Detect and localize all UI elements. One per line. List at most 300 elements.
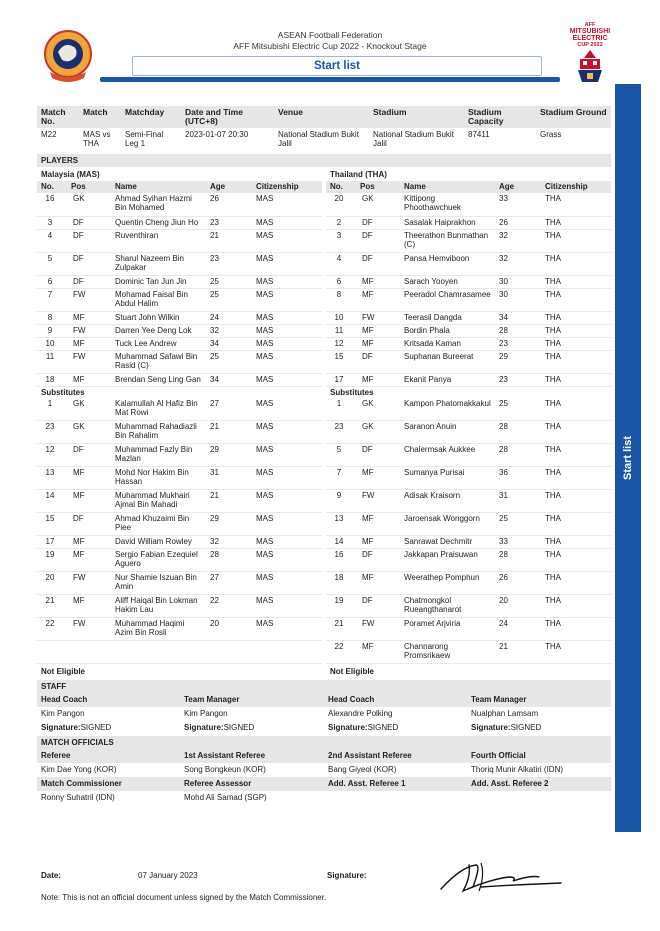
player-row bbox=[37, 350, 322, 373]
column-header: Pos bbox=[356, 181, 400, 193]
player-citizenship: THA bbox=[541, 398, 611, 421]
official-role-label: Match Commissioner bbox=[37, 777, 180, 791]
player-age: 20 bbox=[206, 618, 252, 641]
official-name bbox=[467, 791, 611, 805]
player-number: 19 bbox=[37, 549, 67, 572]
player-position: MF bbox=[356, 572, 400, 595]
team-name: Thailand (THA) bbox=[330, 170, 387, 179]
player-position: MF bbox=[356, 324, 400, 337]
player-position: DF bbox=[356, 444, 400, 467]
player-name: Sasalak Haiprakhon bbox=[400, 216, 495, 229]
player-name: Darren Yee Deng Lok bbox=[111, 324, 206, 337]
player-position: FW bbox=[67, 618, 111, 641]
player-row bbox=[37, 337, 322, 350]
official-name: Song Bongkeun (KOR) bbox=[184, 765, 266, 774]
player-name: Saranon Anuin bbox=[400, 421, 495, 444]
subs-table bbox=[326, 398, 611, 665]
player-number: 17 bbox=[326, 373, 356, 386]
player-name: David William Rowley bbox=[111, 536, 206, 549]
player-citizenship: THA bbox=[541, 288, 611, 311]
player-citizenship bbox=[252, 641, 322, 664]
player-row bbox=[326, 337, 611, 350]
player-number: 22 bbox=[37, 618, 67, 641]
player-number: 8 bbox=[326, 288, 356, 311]
signature-value: SIGNED bbox=[223, 723, 255, 732]
player-position: MF bbox=[67, 337, 111, 350]
player-name: Adisak Kraisorn bbox=[400, 490, 495, 513]
player-age: 28 bbox=[495, 444, 541, 467]
player-citizenship: MAS bbox=[252, 421, 322, 444]
player-number: 8 bbox=[37, 311, 67, 324]
player-age: 28 bbox=[495, 549, 541, 572]
player-position: FW bbox=[356, 618, 400, 641]
player-age: 21 bbox=[495, 641, 541, 664]
not-eligible-label: Not Eligible bbox=[330, 667, 374, 676]
player-row bbox=[326, 572, 611, 595]
player-row bbox=[326, 536, 611, 549]
player-row bbox=[326, 467, 611, 490]
player-position: DF bbox=[356, 216, 400, 229]
player-name: Sanrawat Dechmitr bbox=[400, 536, 495, 549]
player-age: 28 bbox=[495, 421, 541, 444]
column-header: No. bbox=[326, 181, 356, 193]
column-header: Citizenship bbox=[541, 181, 611, 193]
logo-line-2: MITSUBISHI bbox=[569, 28, 611, 35]
staff-section-bar: STAFF bbox=[37, 680, 611, 693]
player-name: Jakkapan Praisuwan bbox=[400, 549, 495, 572]
player-position: FW bbox=[67, 572, 111, 595]
player-row bbox=[37, 252, 322, 275]
signature-value: SIGNED bbox=[367, 723, 399, 732]
player-number: 22 bbox=[326, 641, 356, 664]
player-name: Theerathon Bunmathan (C) bbox=[400, 229, 495, 252]
player-age: 25 bbox=[495, 398, 541, 421]
player-number: 16 bbox=[326, 549, 356, 572]
official-role-label: Add. Asst. Referee 2 bbox=[467, 777, 611, 791]
player-name: Mohd Nor Hakim Bin Hassan bbox=[111, 467, 206, 490]
player-number: 6 bbox=[326, 275, 356, 288]
official-name bbox=[324, 791, 467, 805]
player-row bbox=[37, 595, 322, 618]
staff-signature bbox=[180, 721, 324, 735]
player-citizenship: THA bbox=[541, 275, 611, 288]
player-citizenship: MAS bbox=[252, 288, 322, 311]
match-info-value: Semi-Final Leg 1 bbox=[125, 130, 164, 148]
player-row bbox=[37, 467, 322, 490]
player-position: DF bbox=[67, 216, 111, 229]
official-role-label: Referee bbox=[37, 749, 180, 763]
staff-role-label: Team Manager bbox=[467, 693, 611, 707]
player-position: MF bbox=[67, 311, 111, 324]
player-name: Kalamullah Al Hafiz Bin Mat Rowi bbox=[111, 398, 206, 421]
date-label: Date: bbox=[41, 871, 62, 880]
substitutes-label: Substitutes bbox=[330, 387, 374, 397]
player-position: MF bbox=[356, 337, 400, 350]
match-info-value: Grass bbox=[540, 130, 562, 139]
match-info-value: MAS vs THA bbox=[83, 130, 111, 148]
signature-label: Signature: bbox=[328, 723, 368, 732]
player-number: 20 bbox=[37, 572, 67, 595]
player-age: 29 bbox=[206, 513, 252, 536]
column-header: No. bbox=[37, 181, 67, 193]
player-age: 29 bbox=[495, 350, 541, 373]
header-rule bbox=[100, 77, 560, 82]
player-age: 34 bbox=[206, 337, 252, 350]
player-citizenship: THA bbox=[541, 572, 611, 595]
player-citizenship: MAS bbox=[252, 398, 322, 421]
player-row bbox=[37, 421, 322, 444]
player-row bbox=[37, 444, 322, 467]
column-header: Age bbox=[495, 181, 541, 193]
player-position bbox=[67, 641, 111, 664]
player-position: MF bbox=[356, 513, 400, 536]
column-header: Name bbox=[400, 181, 495, 193]
player-citizenship: MAS bbox=[252, 216, 322, 229]
player-number: 5 bbox=[326, 444, 356, 467]
player-number: 11 bbox=[37, 350, 67, 373]
player-row bbox=[37, 572, 322, 595]
player-number: 15 bbox=[326, 350, 356, 373]
player-name: Sumanya Purisai bbox=[400, 467, 495, 490]
player-age: 30 bbox=[495, 288, 541, 311]
player-name: Muhammad Safawi Bin Rasid (C) bbox=[111, 350, 206, 373]
player-row bbox=[326, 398, 611, 421]
player-row bbox=[37, 549, 322, 572]
player-number: 16 bbox=[37, 193, 67, 216]
player-position: MF bbox=[356, 536, 400, 549]
player-age: 31 bbox=[495, 490, 541, 513]
player-number: 10 bbox=[326, 311, 356, 324]
player-age: 30 bbox=[495, 275, 541, 288]
player-citizenship: MAS bbox=[252, 618, 322, 641]
staff-role-label: Head Coach bbox=[37, 693, 180, 707]
player-row bbox=[37, 275, 322, 288]
cup-emblem-icon bbox=[570, 48, 610, 84]
subs-table bbox=[37, 398, 322, 665]
page-title: Start list bbox=[132, 56, 542, 76]
official-role-label: 1st Assistant Referee bbox=[180, 749, 324, 763]
player-position: DF bbox=[67, 252, 111, 275]
official-role-label: Add. Asst. Referee 1 bbox=[324, 777, 467, 791]
player-number: 13 bbox=[37, 467, 67, 490]
player-row bbox=[326, 490, 611, 513]
not-eligible-label: Not Eligible bbox=[41, 667, 85, 676]
official-role-label: Referee Assessor bbox=[180, 777, 324, 791]
player-age: 21 bbox=[206, 229, 252, 252]
player-number: 3 bbox=[326, 229, 356, 252]
player-position: MF bbox=[67, 549, 111, 572]
player-row bbox=[37, 513, 322, 536]
player-citizenship: MAS bbox=[252, 350, 322, 373]
player-name: Aliff Haiqal Bin Lokman Hakim Lau bbox=[111, 595, 206, 618]
officials-section-bar: MATCH OFFICIALS bbox=[37, 736, 611, 749]
staff-signature bbox=[37, 721, 180, 735]
player-citizenship: MAS bbox=[252, 324, 322, 337]
disclaimer-note: Note: This is not an official document unless signed by the Match Commissioner. bbox=[41, 893, 327, 902]
logo-line-3: ELECTRIC bbox=[572, 35, 608, 42]
player-name: Muhammad Haqimi Azim Bin Rosli bbox=[111, 618, 206, 641]
player-citizenship: MAS bbox=[252, 536, 322, 549]
official-name: Bang Giyeol (KOR) bbox=[328, 765, 397, 774]
player-age: 29 bbox=[206, 444, 252, 467]
player-position: DF bbox=[67, 513, 111, 536]
player-citizenship: THA bbox=[541, 324, 611, 337]
player-row bbox=[37, 311, 322, 324]
match-info-header: Stadium Capacity bbox=[464, 106, 536, 128]
player-citizenship: MAS bbox=[252, 229, 322, 252]
player-citizenship: THA bbox=[541, 229, 611, 252]
player-position: MF bbox=[356, 641, 400, 664]
signature-label: Signature: bbox=[471, 723, 511, 732]
player-position: GK bbox=[67, 421, 111, 444]
player-row bbox=[37, 216, 322, 229]
player-citizenship: THA bbox=[541, 536, 611, 549]
player-citizenship: THA bbox=[541, 549, 611, 572]
player-number: 19 bbox=[326, 595, 356, 618]
player-name: Ekanit Panya bbox=[400, 373, 495, 386]
staff-name: Kim Pangon bbox=[41, 709, 85, 718]
player-number: 18 bbox=[326, 572, 356, 595]
player-age bbox=[206, 641, 252, 664]
staff-role-label: Head Coach bbox=[324, 693, 467, 707]
player-age: 22 bbox=[206, 595, 252, 618]
player-citizenship: MAS bbox=[252, 549, 322, 572]
signature-label: Signature: bbox=[327, 871, 367, 880]
player-name: Chatmongkol Rueangthanarot bbox=[400, 595, 495, 618]
player-row bbox=[326, 421, 611, 444]
player-position: GK bbox=[356, 193, 400, 216]
player-age: 32 bbox=[206, 536, 252, 549]
player-row bbox=[37, 373, 322, 386]
side-bar-label: Start list bbox=[622, 435, 634, 481]
player-age: 34 bbox=[206, 373, 252, 386]
match-info-value: 87411 bbox=[468, 130, 490, 139]
player-number: 17 bbox=[37, 536, 67, 549]
player-name: Tuck Lee Andrew bbox=[111, 337, 206, 350]
player-age: 24 bbox=[206, 311, 252, 324]
player-row bbox=[37, 324, 322, 337]
player-row bbox=[37, 490, 322, 513]
match-info-table bbox=[37, 106, 611, 152]
staff-name: Kim Pangon bbox=[184, 709, 228, 718]
match-info-header: Date and Time (UTC+8) bbox=[181, 106, 274, 128]
signature-value: SIGNED bbox=[510, 723, 542, 732]
player-age: 23 bbox=[206, 216, 252, 229]
match-info-value: M22 bbox=[41, 130, 57, 139]
player-age: 26 bbox=[495, 572, 541, 595]
player-number: 23 bbox=[37, 421, 67, 444]
player-name: Quentin Cheng Jiun Ho bbox=[111, 216, 206, 229]
player-citizenship: THA bbox=[541, 311, 611, 324]
player-position: DF bbox=[356, 549, 400, 572]
player-citizenship: THA bbox=[541, 618, 611, 641]
official-name: Thoriq Munir Alkatiri (IDN) bbox=[471, 765, 564, 774]
player-citizenship: MAS bbox=[252, 490, 322, 513]
player-number: 11 bbox=[326, 324, 356, 337]
signature-label: Signature: bbox=[41, 723, 81, 732]
player-citizenship: THA bbox=[541, 337, 611, 350]
player-row bbox=[326, 193, 611, 216]
player-age: 32 bbox=[495, 229, 541, 252]
player-name: Pansa Hemviboon bbox=[400, 252, 495, 275]
player-name: Kampon Phatomakkakul bbox=[400, 398, 495, 421]
player-number: 13 bbox=[326, 513, 356, 536]
player-name: Ruventhiran bbox=[111, 229, 206, 252]
player-age: 27 bbox=[206, 398, 252, 421]
team-thailand bbox=[326, 169, 611, 678]
player-age: 28 bbox=[495, 324, 541, 337]
officials-grid bbox=[37, 749, 611, 805]
staff-name: Alexandre Polking bbox=[328, 709, 393, 718]
player-position: DF bbox=[356, 595, 400, 618]
player-number: 3 bbox=[37, 216, 67, 229]
column-header: Pos bbox=[67, 181, 111, 193]
player-position: DF bbox=[356, 252, 400, 275]
player-age: 33 bbox=[495, 536, 541, 549]
player-number: 14 bbox=[326, 536, 356, 549]
staff-name: Nualphan Lamsam bbox=[471, 709, 539, 718]
player-number: 15 bbox=[37, 513, 67, 536]
official-role-label: Fourth Official bbox=[467, 749, 611, 763]
player-position: DF bbox=[67, 229, 111, 252]
player-position: FW bbox=[67, 350, 111, 373]
player-age: 23 bbox=[495, 373, 541, 386]
player-row bbox=[326, 216, 611, 229]
player-name: Teerasil Dangda bbox=[400, 311, 495, 324]
match-info-header: Stadium Ground bbox=[536, 106, 611, 128]
player-name: Kittipong Phoothawchuek bbox=[400, 193, 495, 216]
player-row bbox=[37, 641, 322, 664]
player-citizenship: THA bbox=[541, 252, 611, 275]
player-age: 21 bbox=[206, 421, 252, 444]
player-position: MF bbox=[67, 373, 111, 386]
player-position: MF bbox=[67, 467, 111, 490]
player-number: 12 bbox=[37, 444, 67, 467]
player-citizenship: THA bbox=[541, 595, 611, 618]
player-number: 18 bbox=[37, 373, 67, 386]
player-position: MF bbox=[356, 275, 400, 288]
player-name: Bordin Phala bbox=[400, 324, 495, 337]
player-name: Mohamad Faisal Bin Abdul Halim bbox=[111, 288, 206, 311]
staff-grid bbox=[37, 693, 611, 735]
match-info-value: 2023-01-07 20:30 bbox=[185, 130, 249, 139]
player-age: 26 bbox=[495, 216, 541, 229]
player-citizenship: THA bbox=[541, 467, 611, 490]
player-row bbox=[326, 275, 611, 288]
player-position: DF bbox=[356, 229, 400, 252]
match-info-header: Matchday bbox=[121, 106, 181, 128]
player-number: 21 bbox=[326, 618, 356, 641]
player-row bbox=[37, 536, 322, 549]
player-number: 12 bbox=[326, 337, 356, 350]
player-row bbox=[326, 350, 611, 373]
player-row bbox=[326, 595, 611, 618]
column-header: Citizenship bbox=[252, 181, 322, 193]
player-row bbox=[37, 193, 322, 216]
player-age: 20 bbox=[495, 595, 541, 618]
player-citizenship: THA bbox=[541, 513, 611, 536]
player-position: FW bbox=[356, 490, 400, 513]
player-age: 27 bbox=[206, 572, 252, 595]
team-name: Malaysia (MAS) bbox=[41, 170, 100, 179]
player-name: Sharul Nazeem Bin Zulpakar bbox=[111, 252, 206, 275]
player-row bbox=[326, 252, 611, 275]
player-citizenship: THA bbox=[541, 193, 611, 216]
player-position: GK bbox=[67, 398, 111, 421]
player-citizenship: MAS bbox=[252, 252, 322, 275]
player-number: 5 bbox=[37, 252, 67, 275]
start-list-body bbox=[37, 106, 611, 805]
player-number: 9 bbox=[326, 490, 356, 513]
player-name: Channarong Promsrikaew bbox=[400, 641, 495, 664]
player-row bbox=[37, 288, 322, 311]
date-value: 07 January 2023 bbox=[138, 871, 198, 880]
player-number: 2 bbox=[326, 216, 356, 229]
player-age: 36 bbox=[495, 467, 541, 490]
player-age: 33 bbox=[495, 193, 541, 216]
player-row bbox=[37, 398, 322, 421]
player-row bbox=[326, 444, 611, 467]
column-header: Age bbox=[206, 181, 252, 193]
player-name: Weerathep Pomphun bbox=[400, 572, 495, 595]
player-citizenship: MAS bbox=[252, 467, 322, 490]
player-position: GK bbox=[356, 421, 400, 444]
player-citizenship: MAS bbox=[252, 193, 322, 216]
player-name: Peeradol Chamrasamee bbox=[400, 288, 495, 311]
player-position: MF bbox=[67, 536, 111, 549]
player-citizenship: MAS bbox=[252, 373, 322, 386]
player-citizenship: MAS bbox=[252, 444, 322, 467]
signature-value: SIGNED bbox=[80, 723, 112, 732]
team-malaysia bbox=[37, 169, 322, 678]
player-name: Ahmad Khuzaimi Bin Piee bbox=[111, 513, 206, 536]
player-number: 1 bbox=[326, 398, 356, 421]
column-header: Name bbox=[111, 181, 206, 193]
player-age: 24 bbox=[495, 618, 541, 641]
player-position: MF bbox=[356, 467, 400, 490]
player-position: MF bbox=[67, 595, 111, 618]
player-age: 21 bbox=[206, 490, 252, 513]
player-name: Chalermsak Aukkee bbox=[400, 444, 495, 467]
player-position: DF bbox=[67, 275, 111, 288]
staff-signature bbox=[467, 721, 611, 735]
player-row bbox=[326, 618, 611, 641]
player-citizenship: MAS bbox=[252, 513, 322, 536]
player-name: Jaroensak Wonggorn bbox=[400, 513, 495, 536]
player-age: 25 bbox=[206, 275, 252, 288]
player-number: 4 bbox=[326, 252, 356, 275]
player-age: 31 bbox=[206, 467, 252, 490]
organisation-name: ASEAN Football Federation bbox=[277, 30, 383, 40]
player-number: 10 bbox=[37, 337, 67, 350]
player-name: Suphanan Bureerat bbox=[400, 350, 495, 373]
player-row bbox=[37, 229, 322, 252]
players-section-bar: PLAYERS bbox=[37, 154, 611, 167]
match-info-header: Stadium bbox=[369, 106, 464, 128]
player-row bbox=[326, 324, 611, 337]
player-position: MF bbox=[67, 490, 111, 513]
player-name: Muhammad Fazly Bin Mazlan bbox=[111, 444, 206, 467]
player-age: 26 bbox=[206, 193, 252, 216]
player-age: 34 bbox=[495, 311, 541, 324]
logo-line-4: CUP 2022 bbox=[577, 42, 603, 48]
player-citizenship: MAS bbox=[252, 337, 322, 350]
player-citizenship: THA bbox=[541, 421, 611, 444]
player-name: Nur Shamie Iszuan Bin Amin bbox=[111, 572, 206, 595]
player-citizenship: THA bbox=[541, 373, 611, 386]
official-name: Ronny Suhatril (IDN) bbox=[41, 793, 115, 802]
substitutes-label: Substitutes bbox=[41, 387, 85, 397]
